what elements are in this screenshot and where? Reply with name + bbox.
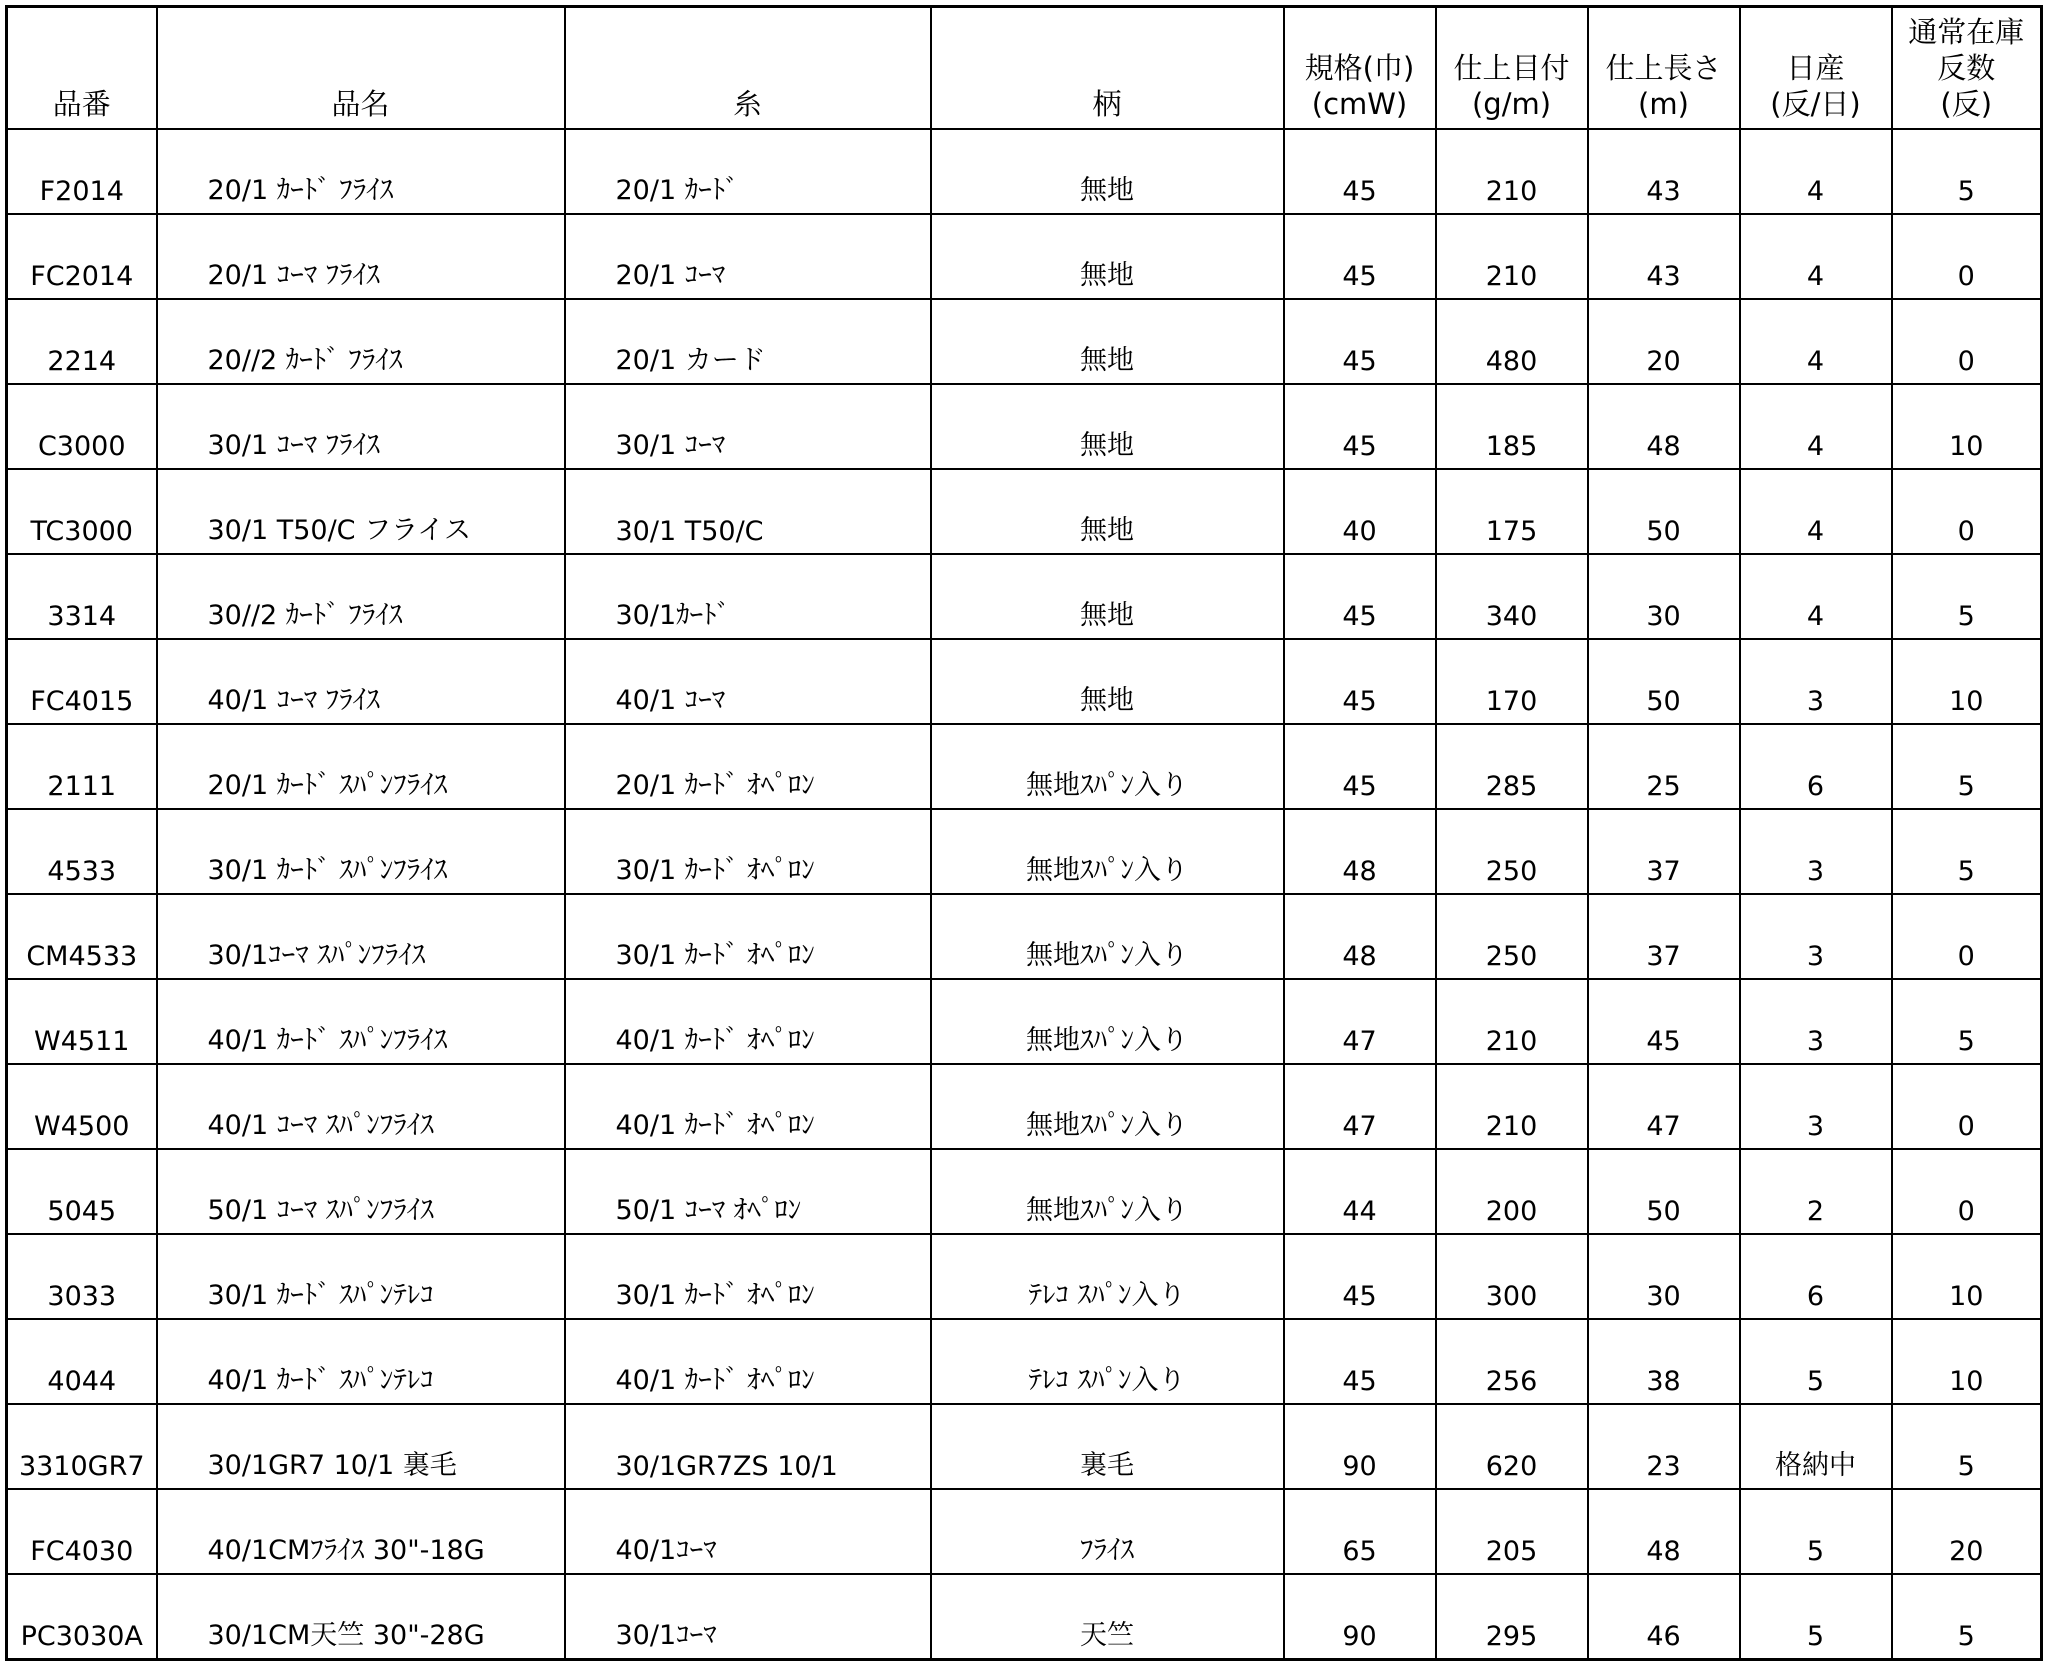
cell-name: 20/1 ｶｰﾄﾞ ｽﾊﾟﾝﾌﾗｲｽ	[157, 724, 565, 809]
cell-length: 50	[1588, 639, 1740, 724]
cell-length: 45	[1588, 979, 1740, 1064]
table-row	[7, 554, 2042, 639]
cell-stock: 10	[1892, 384, 2042, 469]
cell-length: 23	[1588, 1404, 1740, 1489]
cell-weight: 210	[1436, 979, 1588, 1064]
cell-name: 30/1 ｺｰﾏ ﾌﾗｲｽ	[157, 384, 565, 469]
cell-code: W4500	[7, 1064, 157, 1149]
header-weight	[1436, 7, 1588, 130]
header-stock-line2: 反数	[1937, 51, 1996, 85]
cell-yarn: 40/1ｺｰﾏ	[565, 1489, 931, 1574]
cell-length: 48	[1588, 1489, 1740, 1574]
header-stock	[1892, 7, 2042, 130]
cell-length: 30	[1588, 554, 1740, 639]
cell-yarn: 30/1 ｶｰﾄﾞ ｵﾍﾟﾛﾝ	[565, 1234, 931, 1319]
cell-yarn: 40/1 ｶｰﾄﾞ ｵﾍﾟﾛﾝ	[565, 979, 931, 1064]
cell-pattern: 無地ｽﾊﾟﾝ入り	[931, 809, 1284, 894]
table-row	[7, 979, 2042, 1064]
cell-name: 40/1 ｺｰﾏ ｽﾊﾟﾝﾌﾗｲｽ	[157, 1064, 565, 1149]
cell-daily: 6	[1740, 1234, 1892, 1319]
cell-pattern: 無地	[931, 214, 1284, 299]
cell-weight: 210	[1436, 129, 1588, 214]
header-name: 品名	[157, 7, 565, 130]
cell-stock: 0	[1892, 1149, 2042, 1234]
header-pattern: 柄	[931, 7, 1284, 130]
cell-daily: 3	[1740, 1064, 1892, 1149]
table-row	[7, 809, 2042, 894]
table-row	[7, 1319, 2042, 1404]
cell-yarn: 30/1 ｺｰﾏ	[565, 384, 931, 469]
cell-length: 43	[1588, 214, 1740, 299]
cell-length: 50	[1588, 469, 1740, 554]
table-row	[7, 1064, 2042, 1149]
cell-name: 30/1CM天竺 30"-28G	[157, 1574, 565, 1660]
cell-width: 48	[1284, 894, 1436, 979]
cell-pattern: 無地	[931, 299, 1284, 384]
cell-code: FC4015	[7, 639, 157, 724]
cell-name: 30/1GR7 10/1 裏毛	[157, 1404, 565, 1489]
cell-stock: 10	[1892, 1234, 2042, 1319]
cell-pattern: 無地ｽﾊﾟﾝ入り	[931, 894, 1284, 979]
cell-stock: 5	[1892, 1574, 2042, 1660]
cell-stock: 0	[1892, 894, 2042, 979]
cell-daily: 5	[1740, 1574, 1892, 1660]
header-stock-line3: (反)	[1940, 87, 1993, 121]
cell-yarn: 30/1 T50/C	[565, 469, 931, 554]
cell-code: F2014	[7, 129, 157, 214]
header-width-line2: (cmW)	[1311, 87, 1408, 121]
cell-weight: 295	[1436, 1574, 1588, 1660]
cell-stock: 5	[1892, 809, 2042, 894]
cell-daily: 5	[1740, 1489, 1892, 1574]
cell-stock: 10	[1892, 1319, 2042, 1404]
cell-stock: 5	[1892, 979, 2042, 1064]
cell-weight: 300	[1436, 1234, 1588, 1319]
cell-width: 40	[1284, 469, 1436, 554]
cell-weight: 285	[1436, 724, 1588, 809]
cell-weight: 620	[1436, 1404, 1588, 1489]
cell-name: 40/1CMﾌﾗｲｽ 30"-18G	[157, 1489, 565, 1574]
cell-daily: 3	[1740, 979, 1892, 1064]
header-width	[1284, 7, 1436, 130]
cell-name: 30/1 T50/C フライス	[157, 469, 565, 554]
table-row	[7, 214, 2042, 299]
cell-length: 30	[1588, 1234, 1740, 1319]
cell-name: 40/1 ｶｰﾄﾞ ｽﾊﾟﾝﾃﾚｺ	[157, 1319, 565, 1404]
cell-pattern: 無地	[931, 639, 1284, 724]
cell-name: 30//2 ｶｰﾄﾞ ﾌﾗｲｽ	[157, 554, 565, 639]
cell-weight: 480	[1436, 299, 1588, 384]
cell-yarn: 40/1 ｶｰﾄﾞ ｵﾍﾟﾛﾝ	[565, 1064, 931, 1149]
cell-yarn: 40/1 ｶｰﾄﾞ ｵﾍﾟﾛﾝ	[565, 1319, 931, 1404]
header-stock-line1: 通常在庫	[1908, 15, 2025, 49]
cell-name: 20/1 ｶｰﾄﾞ ﾌﾗｲｽ	[157, 129, 565, 214]
cell-weight: 185	[1436, 384, 1588, 469]
cell-yarn: 20/1 ｶｰﾄﾞ ｵﾍﾟﾛﾝ	[565, 724, 931, 809]
table-row	[7, 299, 2042, 384]
cell-code: FC2014	[7, 214, 157, 299]
cell-pattern: ﾃﾚｺ ｽﾊﾟﾝ入り	[931, 1319, 1284, 1404]
cell-length: 25	[1588, 724, 1740, 809]
header-width-line1: 規格(巾)	[1304, 51, 1415, 85]
cell-stock: 20	[1892, 1489, 2042, 1574]
cell-name: 30/1 ｶｰﾄﾞ ｽﾊﾟﾝﾌﾗｲｽ	[157, 809, 565, 894]
cell-weight: 170	[1436, 639, 1588, 724]
cell-pattern: 無地ｽﾊﾟﾝ入り	[931, 1149, 1284, 1234]
cell-code: 3033	[7, 1234, 157, 1319]
cell-stock: 0	[1892, 214, 2042, 299]
table-row	[7, 1574, 2042, 1660]
cell-daily: 2	[1740, 1149, 1892, 1234]
cell-width: 45	[1284, 214, 1436, 299]
cell-code: PC3030A	[7, 1574, 157, 1660]
cell-stock: 5	[1892, 724, 2042, 809]
cell-name: 30/1ｺｰﾏ ｽﾊﾟﾝﾌﾗｲｽ	[157, 894, 565, 979]
cell-pattern: 無地	[931, 554, 1284, 639]
table-row	[7, 1489, 2042, 1574]
cell-code: TC3000	[7, 469, 157, 554]
product-spec-table	[5, 5, 2043, 1661]
cell-name: 50/1 ｺｰﾏ ｽﾊﾟﾝﾌﾗｲｽ	[157, 1149, 565, 1234]
cell-daily: 格納中	[1740, 1404, 1892, 1489]
cell-daily: 4	[1740, 129, 1892, 214]
cell-pattern: 無地	[931, 384, 1284, 469]
cell-weight: 205	[1436, 1489, 1588, 1574]
cell-daily: 5	[1740, 1319, 1892, 1404]
cell-length: 43	[1588, 129, 1740, 214]
cell-daily: 3	[1740, 809, 1892, 894]
cell-length: 20	[1588, 299, 1740, 384]
table-row	[7, 1234, 2042, 1319]
cell-length: 47	[1588, 1064, 1740, 1149]
table-row	[7, 384, 2042, 469]
cell-width: 45	[1284, 129, 1436, 214]
cell-weight: 210	[1436, 214, 1588, 299]
cell-width: 47	[1284, 979, 1436, 1064]
header-daily-line1: 日産	[1786, 51, 1845, 85]
cell-pattern: 無地	[931, 469, 1284, 554]
cell-pattern: 天竺	[931, 1574, 1284, 1660]
cell-pattern: 無地ｽﾊﾟﾝ入り	[931, 1064, 1284, 1149]
cell-code: 3310GR7	[7, 1404, 157, 1489]
cell-width: 90	[1284, 1574, 1436, 1660]
cell-code: 4533	[7, 809, 157, 894]
cell-length: 37	[1588, 809, 1740, 894]
header-length-line2: (m)	[1638, 87, 1689, 121]
cell-pattern: ﾌﾗｲｽ	[931, 1489, 1284, 1574]
cell-stock: 10	[1892, 639, 2042, 724]
header-row	[7, 7, 2042, 130]
cell-stock: 5	[1892, 129, 2042, 214]
table-row	[7, 639, 2042, 724]
cell-name: 40/1 ｺｰﾏ ﾌﾗｲｽ	[157, 639, 565, 724]
table-row	[7, 1149, 2042, 1234]
cell-pattern: ﾃﾚｺ ｽﾊﾟﾝ入り	[931, 1234, 1284, 1319]
header-weight-line2: (g/m)	[1471, 87, 1552, 121]
cell-width: 47	[1284, 1064, 1436, 1149]
cell-daily: 4	[1740, 384, 1892, 469]
cell-name: 20//2 ｶｰﾄﾞ ﾌﾗｲｽ	[157, 299, 565, 384]
header-daily	[1740, 7, 1892, 130]
cell-width: 45	[1284, 1319, 1436, 1404]
cell-yarn: 30/1 ｶｰﾄﾞ ｵﾍﾟﾛﾝ	[565, 809, 931, 894]
cell-width: 45	[1284, 384, 1436, 469]
cell-code: 4044	[7, 1319, 157, 1404]
cell-code: 2214	[7, 299, 157, 384]
cell-length: 37	[1588, 894, 1740, 979]
cell-name: 40/1 ｶｰﾄﾞ ｽﾊﾟﾝﾌﾗｲｽ	[157, 979, 565, 1064]
cell-stock: 5	[1892, 554, 2042, 639]
cell-code: 5045	[7, 1149, 157, 1234]
cell-stock: 5	[1892, 1404, 2042, 1489]
cell-yarn: 20/1 ｺｰﾏ	[565, 214, 931, 299]
cell-yarn: 30/1ｺｰﾏ	[565, 1574, 931, 1660]
cell-daily: 6	[1740, 724, 1892, 809]
cell-width: 45	[1284, 724, 1436, 809]
cell-length: 50	[1588, 1149, 1740, 1234]
cell-weight: 340	[1436, 554, 1588, 639]
header-length	[1588, 7, 1740, 130]
cell-code: 3314	[7, 554, 157, 639]
cell-code: W4511	[7, 979, 157, 1064]
header-length-line1: 仕上長さ	[1605, 51, 1722, 85]
header-yarn: 糸	[565, 7, 931, 130]
header-daily-line2: (反/日)	[1770, 87, 1861, 121]
cell-weight: 210	[1436, 1064, 1588, 1149]
cell-yarn: 50/1 ｺｰﾏ ｵﾍﾟﾛﾝ	[565, 1149, 931, 1234]
cell-yarn: 30/1 ｶｰﾄﾞ ｵﾍﾟﾛﾝ	[565, 894, 931, 979]
header-code: 品番	[7, 7, 157, 130]
cell-stock: 0	[1892, 1064, 2042, 1149]
cell-name: 30/1 ｶｰﾄﾞ ｽﾊﾟﾝﾃﾚｺ	[157, 1234, 565, 1319]
cell-pattern: 無地ｽﾊﾟﾝ入り	[931, 724, 1284, 809]
table-row	[7, 129, 2042, 214]
cell-width: 65	[1284, 1489, 1436, 1574]
table-row	[7, 469, 2042, 554]
cell-pattern: 裏毛	[931, 1404, 1284, 1489]
cell-width: 90	[1284, 1404, 1436, 1489]
cell-yarn: 30/1ｶｰﾄﾞ	[565, 554, 931, 639]
cell-width: 45	[1284, 554, 1436, 639]
cell-width: 48	[1284, 809, 1436, 894]
header-weight-line1: 仕上目付	[1453, 51, 1570, 85]
table-row	[7, 894, 2042, 979]
cell-code: CM4533	[7, 894, 157, 979]
cell-length: 48	[1588, 384, 1740, 469]
table-row	[7, 724, 2042, 809]
cell-yarn: 20/1 ｶｰﾄﾞ	[565, 129, 931, 214]
cell-stock: 0	[1892, 299, 2042, 384]
cell-code: C3000	[7, 384, 157, 469]
cell-daily: 3	[1740, 894, 1892, 979]
cell-daily: 4	[1740, 299, 1892, 384]
cell-stock: 0	[1892, 469, 2042, 554]
cell-length: 46	[1588, 1574, 1740, 1660]
cell-yarn: 20/1 カード	[565, 299, 931, 384]
cell-daily: 3	[1740, 639, 1892, 724]
cell-yarn: 30/1GR7ZS 10/1	[565, 1404, 931, 1489]
cell-weight: 250	[1436, 894, 1588, 979]
cell-weight: 175	[1436, 469, 1588, 554]
cell-code: 2111	[7, 724, 157, 809]
cell-width: 44	[1284, 1149, 1436, 1234]
cell-code: FC4030	[7, 1489, 157, 1574]
cell-weight: 200	[1436, 1149, 1588, 1234]
cell-daily: 4	[1740, 469, 1892, 554]
table-body	[7, 129, 2042, 1660]
cell-pattern: 無地ｽﾊﾟﾝ入り	[931, 979, 1284, 1064]
cell-daily: 4	[1740, 214, 1892, 299]
cell-yarn: 40/1 ｺｰﾏ	[565, 639, 931, 724]
cell-width: 45	[1284, 299, 1436, 384]
cell-name: 20/1 ｺｰﾏ ﾌﾗｲｽ	[157, 214, 565, 299]
cell-width: 45	[1284, 1234, 1436, 1319]
cell-daily: 4	[1740, 554, 1892, 639]
cell-weight: 256	[1436, 1319, 1588, 1404]
table-row	[7, 1404, 2042, 1489]
cell-weight: 250	[1436, 809, 1588, 894]
cell-width: 45	[1284, 639, 1436, 724]
cell-pattern: 無地	[931, 129, 1284, 214]
cell-length: 38	[1588, 1319, 1740, 1404]
